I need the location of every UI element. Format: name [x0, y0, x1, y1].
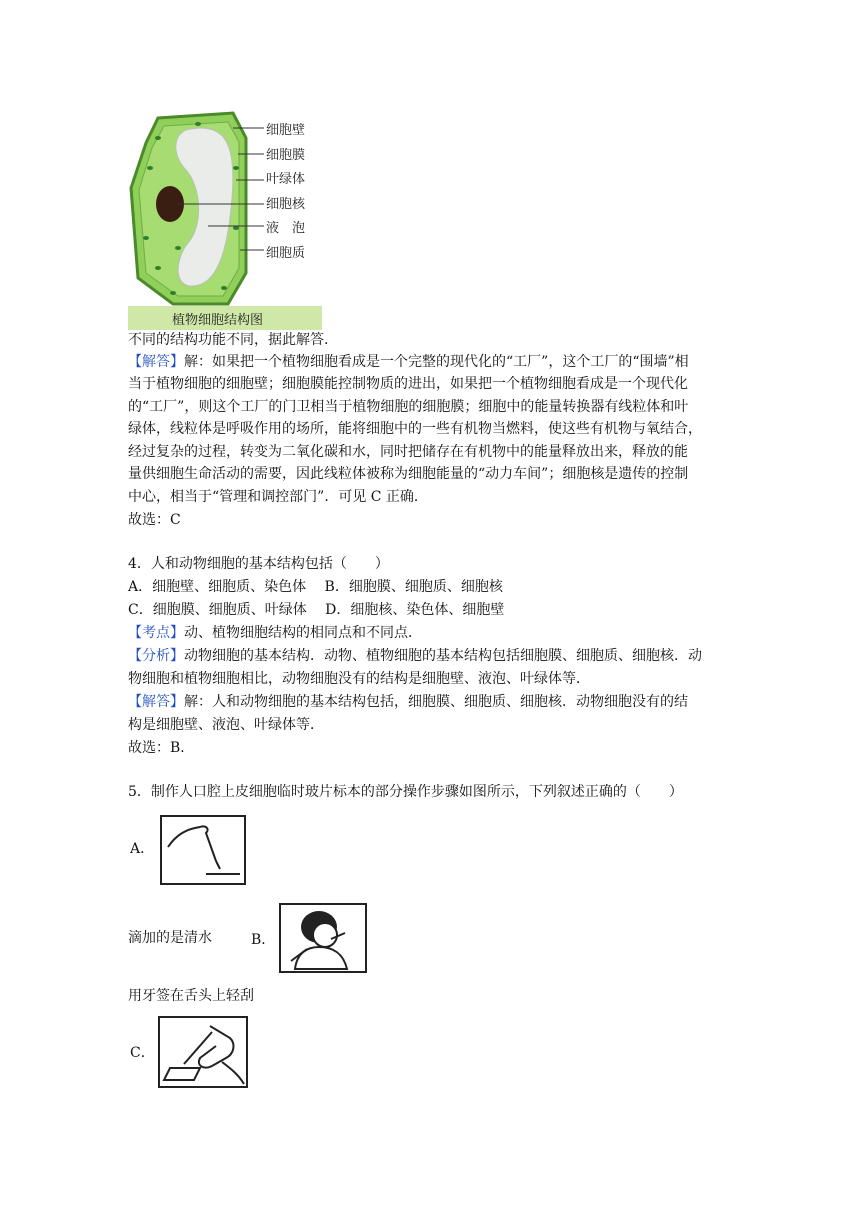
option-c-image: [158, 1016, 248, 1088]
option-c-label: C．: [130, 1045, 155, 1061]
question-stem: 5．制作人口腔上皮细胞临时玻片标本的部分操作步骤如图所示，下列叙述正确的（ ）: [128, 784, 683, 800]
text-line: 不同的结构功能不同，据此解答.: [128, 332, 329, 348]
text-line: 经过复杂的过程，转变为二氧化碳和水，同时把储存在有机物中的能量释放出来，释放的能: [128, 444, 688, 460]
text-line: 的“工厂”，则这个工厂的门卫相当于植物细胞的细胞膜；细胞中的能量转换器有线粒体和叶: [128, 399, 689, 415]
option-b-image: [279, 903, 367, 973]
answer-line: 故选：C: [128, 512, 181, 528]
dropper-icon: [162, 817, 244, 883]
text-line: 【分析】动物细胞的基本结构．动物、植物细胞的基本结构包括细胞膜、细胞质、细胞核．动: [128, 648, 702, 664]
label-vacuole: 液 泡: [266, 221, 306, 236]
text-line: 【解答】解：如果把一个植物细胞看成是一个完整的现代化的“工厂”，这个工厂的“围墙”相: [128, 354, 689, 370]
option-a-desc: 滴加的是清水: [128, 930, 212, 946]
text-line: 【解答】解：人和动物细胞的基本结构包括，细胞膜、细胞质、细胞核．动物细胞没有的结: [128, 694, 688, 710]
answer-line: 故选：B．: [128, 740, 195, 756]
label-cell-wall: 细胞壁: [266, 123, 306, 138]
text-line: 绿体，线粒体是呼吸作用的场所，能将细胞中的一些有机物当燃料，使这些有机物与氧结合，: [128, 421, 702, 437]
options-ab: A．细胞壁、细胞质、染色体 B．细胞膜、细胞质、细胞核: [128, 579, 503, 595]
label-chloroplast: 叶绿体: [266, 172, 306, 187]
option-a-label: A．: [130, 841, 155, 857]
option-b-label: B．: [251, 932, 276, 948]
text-line: 中心，相当于“管理和调控部门”．可见 C 正确．: [128, 489, 428, 505]
kaodian-tag: 【考点】: [128, 625, 184, 641]
option-b-desc: 用牙签在舌头上轻刮: [128, 988, 254, 1004]
person-icon: [281, 905, 365, 971]
question-stem: 4．人和动物细胞的基本结构包括（ ）: [128, 556, 389, 572]
plant-cell-figure: [128, 108, 322, 330]
text-line: 当于植物细胞的细胞壁；细胞膜能控制物质的进出，如果把一个植物细胞看成是一个现代化: [128, 376, 688, 392]
text-line: 量供细胞生命活动的需要，因此线粒体被称为细胞能量的“动力车间”；细胞核是遗传的控制: [128, 466, 689, 482]
answer-tag: 【解答】: [128, 354, 184, 370]
label-cell-membrane: 细胞膜: [266, 147, 306, 163]
label-cytoplasm: 细胞质: [266, 245, 306, 261]
label-nucleus: 细胞核: [266, 196, 306, 212]
text-line: 【考点】动、植物细胞结构的相同点和不同点．: [128, 625, 422, 641]
hand-scraping-icon: [160, 1018, 246, 1086]
text-line: 物细胞和植物细胞相比，动物细胞没有的结构是细胞壁、液泡、叶绿体等．: [128, 671, 590, 687]
figure-caption: 植物细胞结构图: [172, 313, 264, 328]
text-line: 构是细胞壁、液泡、叶绿体等．: [128, 717, 324, 733]
answer-tag: 【解答】: [128, 694, 184, 710]
option-a-image: [160, 815, 246, 885]
options-cd: C．细胞膜、细胞质、叶绿体 D．细胞核、染色体、细胞壁: [128, 602, 505, 618]
fenxi-tag: 【分析】: [128, 648, 184, 664]
